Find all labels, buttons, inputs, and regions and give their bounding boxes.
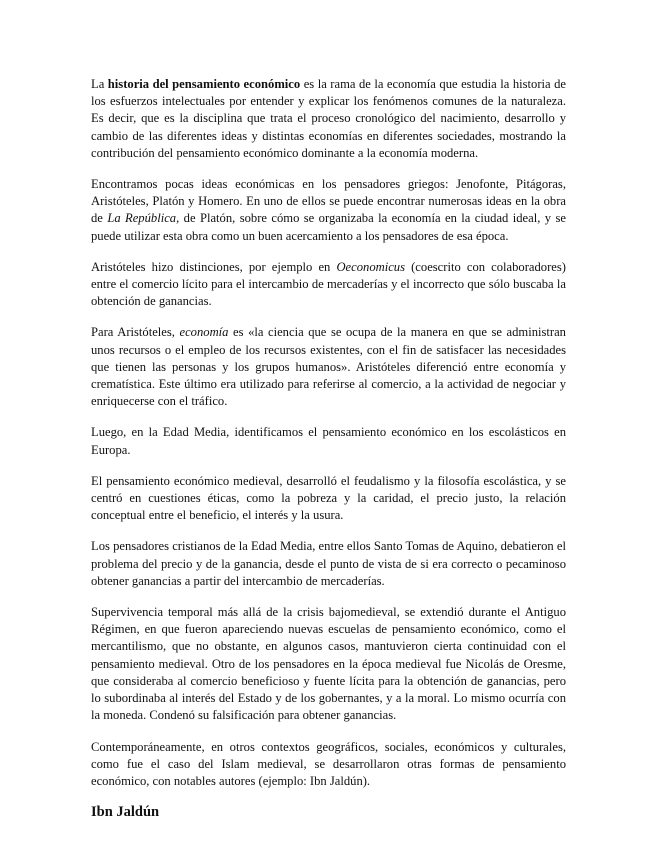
paragraph-aristotle-distinctions bbox=[91, 259, 566, 311]
italic-term: economía bbox=[179, 325, 229, 340]
bold-term: historia del pensamiento económico bbox=[107, 77, 301, 91]
paragraph-greeks bbox=[91, 176, 566, 245]
paragraph-medieval-thought: El pensamiento económico medieval, desarrolló el feudalismo y la filosofía escolástica, y se centró en cuestiones éticas, como la pobreza y la caridad, el precio justo, la relación conceptual entre el beneficio, el interés y la usura. bbox=[91, 473, 566, 523]
text-run: Aristóteles hizo distinciones, por ejemplo en bbox=[91, 259, 337, 274]
text-run: es «la ciencia que se ocupa de la manera en que se administran unos recursos o el empleo de los recursos existentes, con el fin de satisfacer las necesidades que tienen las personas y los grupos humanos». Aristóteles diferenció entre economía y crematística. Este último era utilizado para referirse al comercio, a la actividad de negociar y enriquecerse con el tráfico. bbox=[91, 325, 566, 409]
text-run: , de Platón, sobre cómo se organizaba la economía en la ciudad ideal, y se puede utilizar esta obra como un buen acercamiento a los pensadores de esa época. bbox=[91, 211, 566, 243]
paragraph-aristotle-economy bbox=[91, 324, 566, 410]
paragraph-contemporary: Contemporáneamente, en otros contextos geográficos, sociales, económicos y culturales, como fue el caso del Islam medieval, se desarrollaron otras formas de pensamiento económico, con notables autores (ejemplo: Ibn Jaldún). bbox=[91, 739, 566, 788]
text-run: Encontramos pocas ideas económicas en los pensadores griegos: Jenofonte, Pitágoras, Aristóteles, Platón y Homero. En uno de ellos se puede encontrar numerosas ideas en la obra de bbox=[91, 177, 566, 226]
text-run: Para Aristóteles, bbox=[91, 325, 180, 340]
paragraph-christian-thinkers: Los pensadores cristianos de la Edad Media, entre ellos Santo Tomas de Aquino, debatieron el problema del precio y de la ganancia, desde el punto de vista de si era correcto o pecaminoso obtener ganancias a partir del intercambio de mercaderías. bbox=[91, 539, 566, 588]
paragraph-middle-ages: Luego, en la Edad Media, identificamos el pensamiento económico en los escolásticos en Europa. bbox=[91, 425, 566, 457]
italic-title: Oeconomicus bbox=[336, 259, 405, 274]
italic-title: La República bbox=[107, 211, 177, 226]
paragraph-intro bbox=[91, 76, 566, 162]
section-heading: Ibn Jaldún bbox=[91, 804, 160, 821]
text-run: (coescrito con colaboradores) entre el comercio lícito para el intercambio de mercaderías y el incorrecto que sólo buscaba la obtención de ganancias. bbox=[91, 259, 566, 309]
paragraph-survival: Supervivencia temporal más allá de la crisis bajomedieval, se extendió durante el Antiguo Régimen, en que fueron apareciendo nuevas escuelas de pensamiento económico, como el mercantilismo, que no obstante, en algunos casos, mantuvieron cierta continuidad con el pensamiento medieval. Otro de los pensadores en la época medieval fue Nicolás de Oresme, que consideraba al comercio beneficioso y fuente lícita para la obtención de ganancias, pero lo subordinaba al interés del Estado y de los gobernantes, y a la moral. Lo mismo ocurría con la moneda. Condenó su falsificación para obtener ganancias. bbox=[91, 605, 566, 723]
text-run: es la rama de la economía que estudia la historia de los esfuerzos intelectuales por entender y explicar los fenómenos comunes de la naturaleza. Es decir, que es la disciplina que trata el proceso cronológico del nacimiento, desarrollo y cambio de las diferentes ideas y distintas economías en diferentes sociedades, mostrando la contribución del pensamiento económico dominante a la economía moderna. bbox=[91, 77, 567, 160]
text-run: La bbox=[91, 77, 108, 91]
